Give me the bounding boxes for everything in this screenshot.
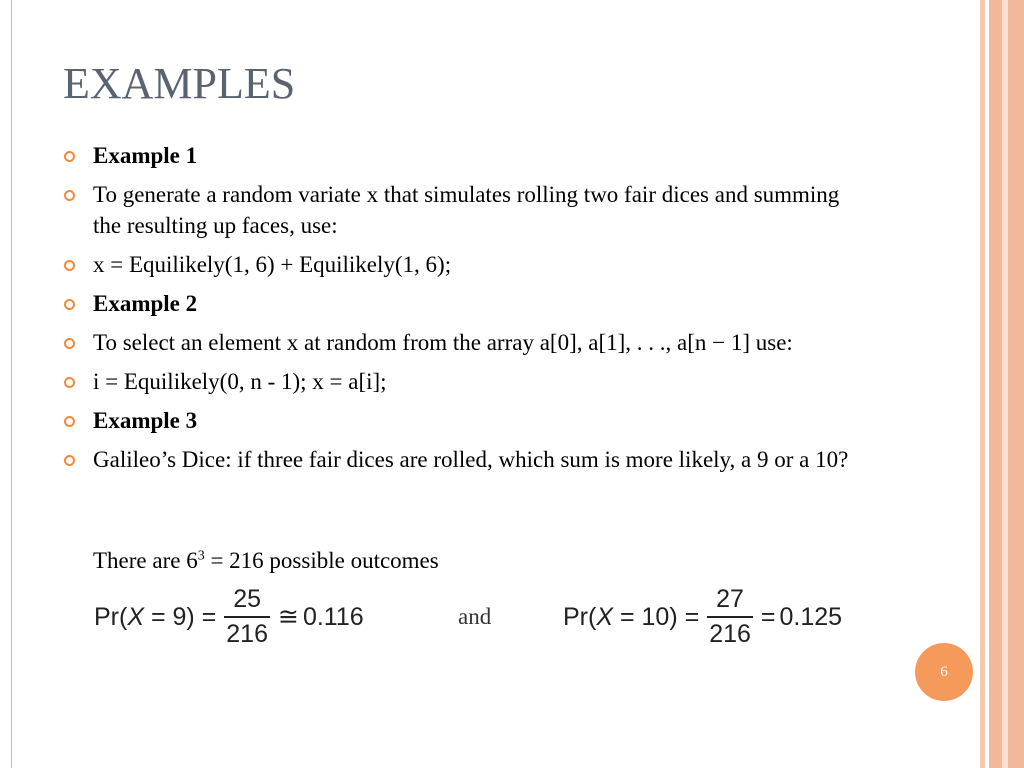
bullet-circle-icon <box>64 455 75 466</box>
example-2-heading: Example 2 <box>93 291 198 316</box>
bullet-item <box>64 179 864 241</box>
formula-2-numerator: 27 <box>716 585 744 613</box>
page-number-badge: 6 <box>915 643 973 701</box>
formula-1-lhs: = 9) = <box>144 602 217 631</box>
formula-1-pr: Pr( <box>94 602 128 631</box>
formula-1-numerator: 25 <box>233 585 262 613</box>
bullet-list <box>64 140 864 483</box>
outcomes-suffix: = 216 possible outcomes <box>204 548 439 573</box>
formula-1-relation: ≅ <box>278 603 299 631</box>
bullet-item <box>64 249 864 280</box>
bullet-circle-icon <box>64 299 75 310</box>
example-1-description: To generate a random variate x that simulates rolling two fair dices and summing the resulting up faces, use: <box>93 182 840 238</box>
bullet-circle-icon <box>64 151 75 162</box>
bullet-item <box>64 288 864 319</box>
example-1-heading: Example 1 <box>93 143 198 168</box>
formula-1-fraction <box>224 585 270 649</box>
formula-pr-9 <box>94 584 364 650</box>
bullet-item <box>64 140 864 171</box>
formula-2-pr: Pr( <box>563 602 597 631</box>
formula-pr-10 <box>563 584 842 650</box>
example-3-description: Galileo’s Dice: if three fair dices are rolled, which sum is more likely, a 9 or a 10? <box>93 447 849 472</box>
outcomes-exponent: 3 <box>197 548 205 564</box>
bullet-circle-icon <box>64 260 75 271</box>
right-decorative-band <box>976 0 1024 768</box>
example-2-description: To select an element x at random from the array a[0], a[1], . . ., a[n − 1] use: <box>93 330 793 355</box>
formula-2-fraction <box>707 585 753 649</box>
formula-2-value: 0.125 <box>779 602 843 631</box>
formula-2-lhs: = 10) = <box>613 602 700 631</box>
bullet-circle-icon <box>64 338 75 349</box>
bullet-item <box>64 327 864 358</box>
formula-1-var: X <box>127 602 145 631</box>
outcomes-prefix: There are 6 <box>93 548 198 573</box>
bullet-circle-icon <box>64 377 75 388</box>
formula-2-relation: = <box>760 602 776 631</box>
bullet-item <box>64 366 864 397</box>
left-frame-line <box>11 0 12 768</box>
formula-connector: and <box>458 604 492 629</box>
formula-2-denominator: 216 <box>707 616 753 649</box>
bullet-circle-icon <box>64 190 75 201</box>
bullet-circle-icon <box>64 416 75 427</box>
example-1-code: x = Equilikely(1, 6) + Equilikely(1, 6); <box>93 252 452 277</box>
example-3-heading: Example 3 <box>93 408 198 433</box>
formula-1-value: 0.116 <box>302 602 364 631</box>
bullet-item <box>64 444 864 475</box>
example-2-code: i = Equilikely(0, n - 1); x = a[i]; <box>93 369 387 394</box>
formula-2-var: X <box>596 602 614 631</box>
bullet-item <box>64 405 864 436</box>
slide-title: EXAMPLES <box>63 59 296 108</box>
outcomes-line <box>93 545 439 576</box>
formula-1-denominator: 216 <box>224 616 270 649</box>
